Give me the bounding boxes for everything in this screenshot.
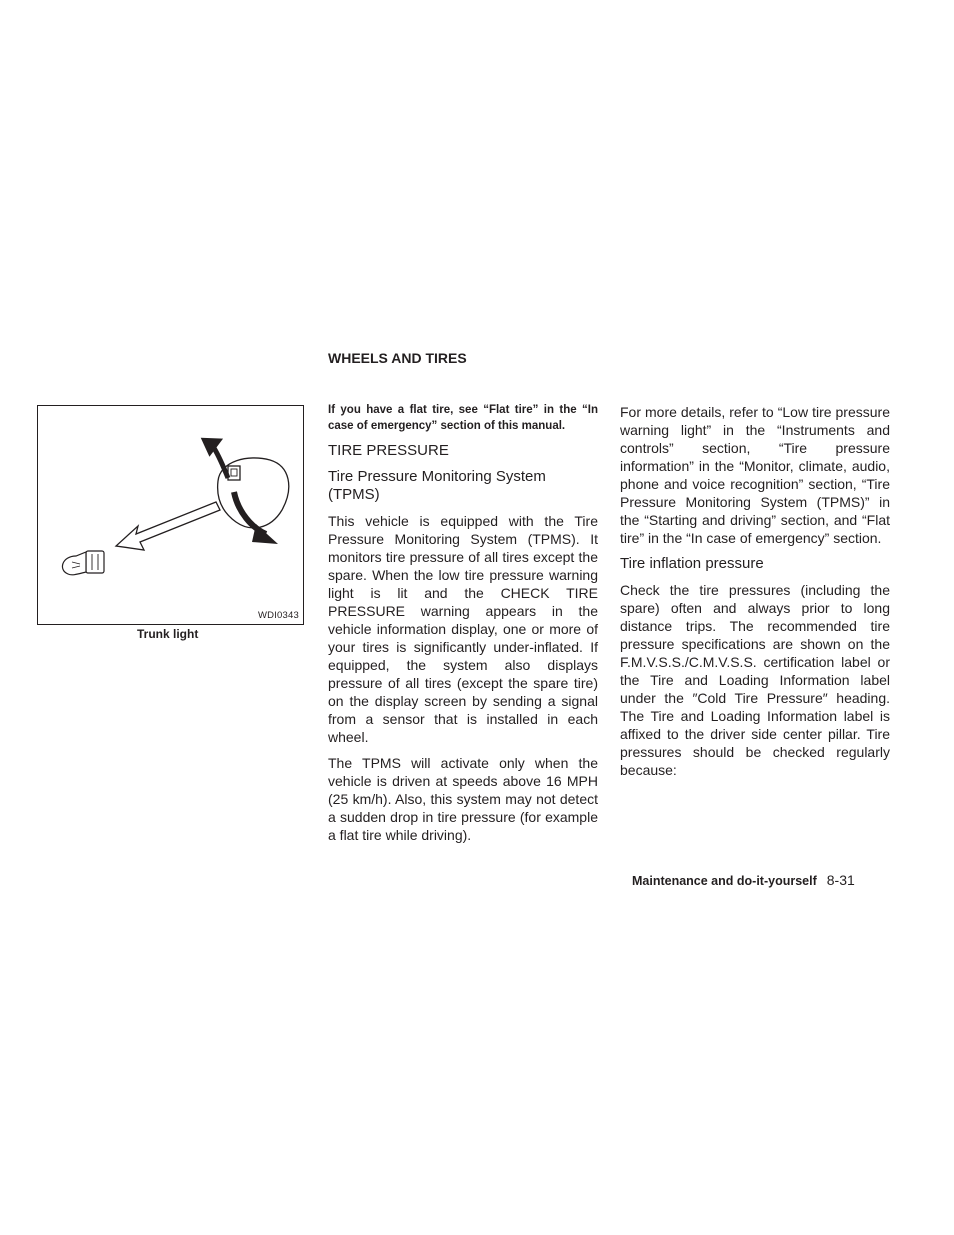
section-heading: WHEELS AND TIRES xyxy=(328,350,467,366)
details-paragraph: For more details, refer to “Low tire pressure warning light” in the “Instruments and controls” section, “Tire pressure information” in the “Monitor, climate, audio, phone and voice recognition” section, “Tire Pressure Monitoring System (TPMS)” in the “Starting and driving” section, and “Flat tire” in the “In case of emergency” section. xyxy=(620,404,890,546)
inflation-paragraph: Check the tire pressures (including the spare) often and always prior to long distance trips. The recommended tire pressure specifications are shown on the F.M.V.S.S./C.M.V.S.S. certification label or the Tire and Loading Information label under the ″Cold Tire Pressure″ heading. The Tire and Loading Information label is affixed to the driver side center pillar. Tire pressures should be checked regularly because: xyxy=(620,582,890,778)
text-column-2 xyxy=(620,403,890,787)
trunk-light-illustration xyxy=(38,406,303,624)
footer-section-title: Maintenance and do-it-yourself xyxy=(632,874,817,888)
figure-code: WDI0343 xyxy=(257,610,299,621)
flat-tire-note: If you have a flat tire, see “Flat tire” in the “In case of emergency” section of this manual. xyxy=(328,404,598,432)
page-number: 8-31 xyxy=(826,872,855,888)
inflation-subheading: Tire inflation pressure xyxy=(620,555,764,572)
bulb-icon xyxy=(62,551,104,575)
tire-pressure-heading: TIRE PRESSURE xyxy=(328,442,449,459)
figure-caption: Trunk light xyxy=(137,627,199,641)
pointer-arrow xyxy=(116,502,220,550)
trunk-light-figure xyxy=(37,405,304,625)
tpms-subheading: Tire Pressure Monitoring System (TPMS) xyxy=(328,468,546,503)
tpms-paragraph-2: The TPMS will activate only when the vehicle is driven at speeds above 16 MPH (25 km/h). Also, this system may not detect a sudden drop in tire pressure (for example a flat tire while driving). xyxy=(328,755,598,843)
page-footer xyxy=(632,872,855,888)
text-column-1 xyxy=(328,403,598,852)
tpms-paragraph-1: This vehicle is equipped with the Tire Pressure Monitoring System (TPMS). It monitors tire pressure of all tires except the spare. When the low tire pressure warning light is lit and the CHECK TIRE PRESSURE warning appears in the vehicle information display, one or more of your tires is significantly under-inflated. If equipped, the system also displays pressure of all tires (except the spare tire) on the display screen by sending a signal from a sensor that is installed in each wheel. xyxy=(328,513,598,745)
